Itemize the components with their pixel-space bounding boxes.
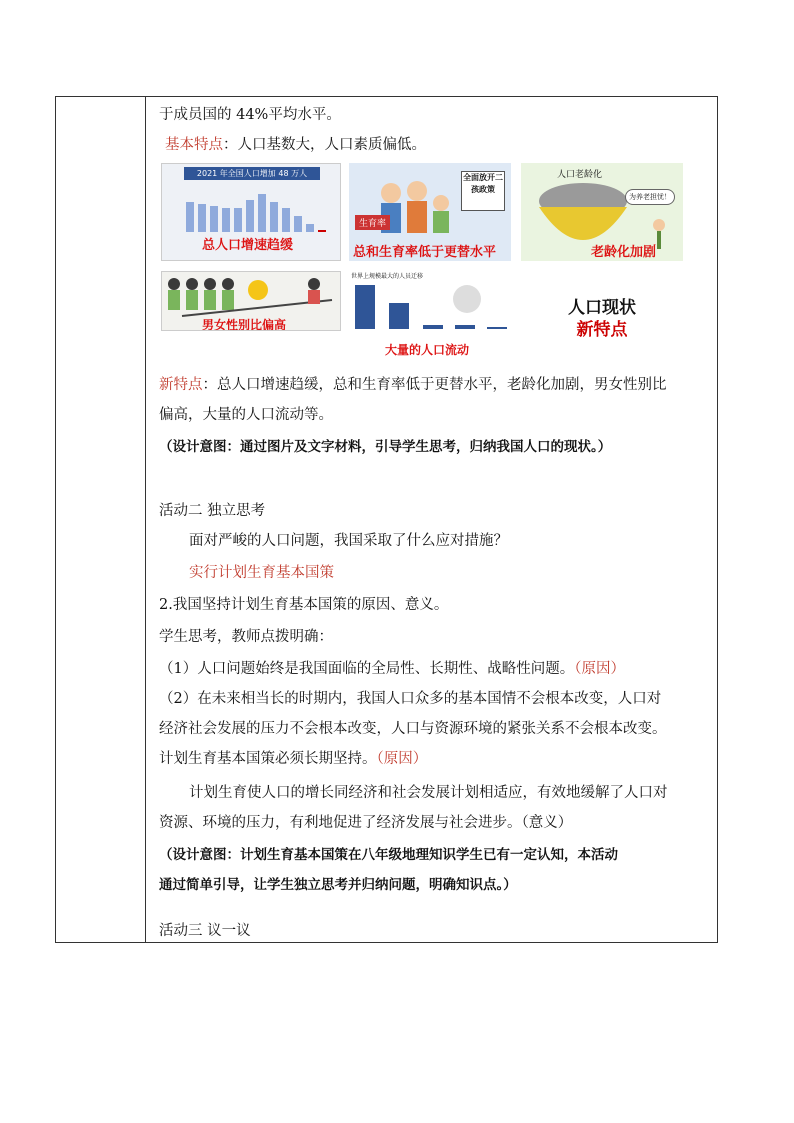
basic-feature-label: 基本特点 <box>165 137 223 153</box>
new-feature-text: ：总人口增速趋缓，总和生育率低于更替水平，老龄化加剧，男女性别比 <box>202 377 667 393</box>
text-line: 资源、环境的压力，有利地促进了经济发展与社会进步。（意义） <box>159 815 573 831</box>
fertility-rate-image <box>349 163 511 261</box>
text-line: 偏高，大量的人口流动等。 <box>159 407 333 423</box>
column-divider <box>145 97 146 942</box>
text-line <box>159 749 427 769</box>
text-line: 计划生育使人口的增长同经济和社会发展计划相适应，有效地缓解了人口对 <box>189 785 668 801</box>
design-intent-1: （设计意图：通过图片及文字材料，引导学生思考，归纳我国人口的现状。） <box>159 439 612 455</box>
text-line <box>159 659 625 679</box>
new-features-title-image <box>521 271 683 357</box>
aging-image <box>521 163 683 261</box>
new-feature-label: 新特点 <box>159 377 203 393</box>
migration-image <box>349 271 511 357</box>
content-cell <box>159 97 714 944</box>
population-growth-image <box>161 163 341 261</box>
text-line: 经济社会发展的压力不会根本改变，人口与资源环境的紧张关系不会根本改变。 <box>159 721 667 737</box>
speech-bubble: 为养老担忧！ <box>625 189 675 205</box>
text-line <box>165 135 426 155</box>
policy-sign: 全面放开二孩政策 <box>461 171 505 211</box>
image-caption: 总和生育率低于更替水平 <box>353 245 497 260</box>
image-caption: 老龄化加剧 <box>591 245 657 260</box>
chart-header: 2021 年全国人口增加 48 万人 <box>184 167 320 180</box>
text-line: 学生思考，教师点拨明确： <box>159 629 333 645</box>
chart-header: 世界上规模最大的人员迁移 <box>351 273 424 280</box>
design-intent-2-cont: 通过简单引导，让学生独立思考并归纳问题，明确知识点。） <box>159 877 517 893</box>
lesson-table <box>55 96 718 943</box>
basic-feature-text: ：人口基数大，人口素质偏低。 <box>223 137 426 153</box>
reason-tag: （原因） <box>376 751 428 767</box>
reason-tag: （原因） <box>574 661 625 677</box>
policy-answer: 实行计划生育基本国策 <box>189 565 334 581</box>
title-line-1: 人口现状 <box>568 298 636 318</box>
activity-two-heading: 活动二 独立思考 <box>159 503 266 519</box>
reason-two-text: 计划生育基本国策必须长期坚持。 <box>159 751 377 767</box>
text-line <box>159 375 667 395</box>
fertility-tag: 生育率 <box>355 215 390 230</box>
text-line: 2.我国坚持计划生育基本国策的原因、意义。 <box>159 597 449 613</box>
text-line: 面对严峻的人口问题，我国采取了什么应对措施？ <box>189 533 508 549</box>
text-line: 于成员国的 44%平均水平。 <box>159 107 341 123</box>
sex-ratio-image <box>161 271 341 331</box>
activity-three-heading: 活动三 议一议 <box>159 923 251 939</box>
design-intent-2: （设计意图：计划生育基本国策在八年级地理知识学生已有一定认知，本活动 <box>159 847 618 863</box>
title-line-2: 新特点 <box>576 320 628 340</box>
image-caption: 总人口增速趋缓 <box>202 238 294 253</box>
text-line: （2）在未来相当长的时期内，我国人口众多的基本国情不会根本改变，人口对 <box>159 691 662 707</box>
aging-tag: 人口老龄化 <box>557 170 603 180</box>
image-caption: 男女性别比偏高 <box>202 318 287 331</box>
reason-one-text: （1）人口问题始终是我国面临的全局性、长期性、战略性问题。 <box>159 661 575 677</box>
image-caption: 大量的人口流动 <box>385 343 470 357</box>
